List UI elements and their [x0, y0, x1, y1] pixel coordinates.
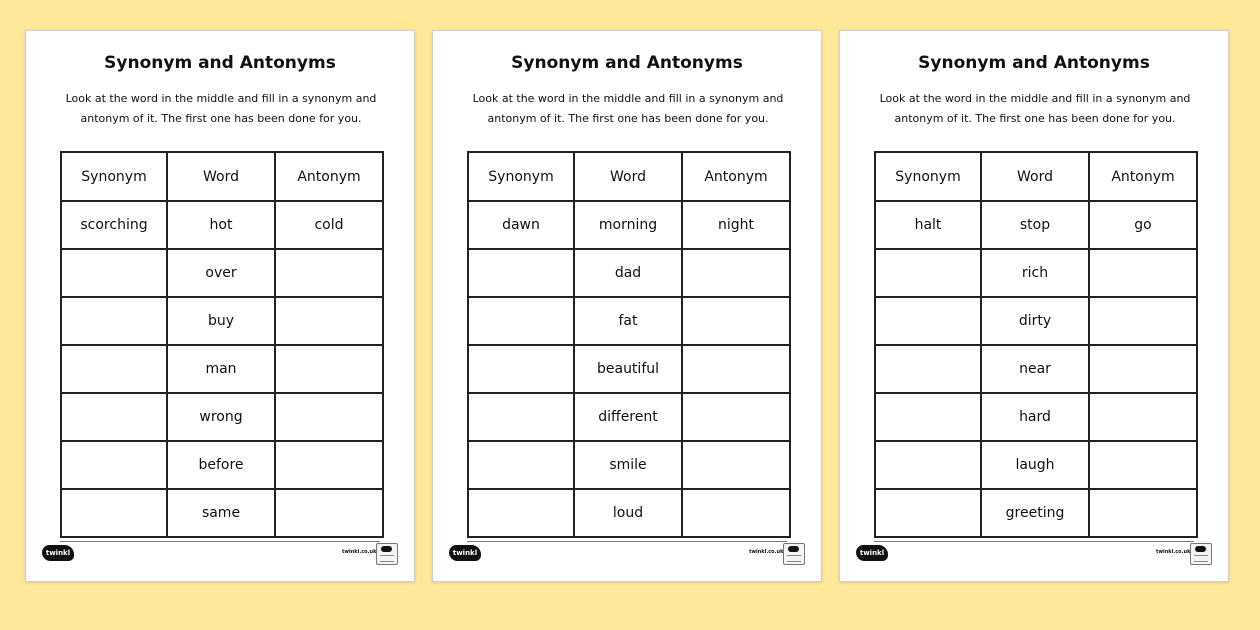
worksheet-instructions: Look at the word in the middle and fill in a synonym and antonym of it. The first one has been done for you.	[472, 92, 784, 125]
footer-divider	[467, 541, 787, 542]
word-cell: dad	[574, 249, 682, 297]
word-cell: same	[167, 489, 275, 537]
table-row	[468, 249, 790, 297]
synonym-cell[interactable]: dawn	[468, 201, 574, 249]
word-cell: loud	[574, 489, 682, 537]
synonym-antonym-table	[874, 151, 1198, 538]
word-cell: greeting	[981, 489, 1089, 537]
table-header-row	[468, 152, 790, 201]
antonym-cell[interactable]	[275, 249, 383, 297]
synonym-cell[interactable]	[875, 393, 981, 441]
header-word: Word	[574, 152, 682, 201]
antonym-cell[interactable]	[682, 441, 790, 489]
word-cell: morning	[574, 201, 682, 249]
synonym-cell[interactable]	[61, 489, 167, 537]
header-word: Word	[981, 152, 1089, 201]
synonym-cell[interactable]	[875, 489, 981, 537]
header-synonym: Synonym	[61, 152, 167, 201]
synonym-cell[interactable]	[875, 441, 981, 489]
antonym-cell[interactable]	[275, 441, 383, 489]
synonym-cell[interactable]	[468, 297, 574, 345]
antonym-cell[interactable]	[1089, 393, 1197, 441]
table-row	[61, 489, 383, 537]
synonym-cell[interactable]	[468, 393, 574, 441]
table-row	[468, 345, 790, 393]
word-cell: beautiful	[574, 345, 682, 393]
table-row	[61, 297, 383, 345]
antonym-cell[interactable]	[1089, 345, 1197, 393]
word-cell: near	[981, 345, 1089, 393]
word-cell: fat	[574, 297, 682, 345]
table-row	[875, 249, 1197, 297]
synonym-cell[interactable]	[468, 489, 574, 537]
table-header-row	[875, 152, 1197, 201]
header-synonym: Synonym	[468, 152, 574, 201]
footer-divider	[874, 541, 1194, 542]
synonym-cell[interactable]	[61, 297, 167, 345]
synonym-cell[interactable]	[468, 249, 574, 297]
site-url: twinkl.co.uk	[749, 549, 784, 555]
synonym-cell[interactable]	[61, 393, 167, 441]
antonym-cell[interactable]	[682, 489, 790, 537]
quality-badge-icon	[376, 543, 398, 565]
synonym-antonym-table	[60, 151, 384, 538]
worksheet-instructions: Look at the word in the middle and fill in a synonym and antonym of it. The first one has been done for you.	[879, 92, 1191, 125]
table-row	[468, 441, 790, 489]
antonym-cell[interactable]	[275, 393, 383, 441]
word-cell: man	[167, 345, 275, 393]
synonym-cell[interactable]	[875, 249, 981, 297]
table-row	[61, 201, 383, 249]
header-antonym: Antonym	[682, 152, 790, 201]
header-antonym: Antonym	[1089, 152, 1197, 201]
synonym-cell[interactable]	[61, 345, 167, 393]
quality-badge-icon	[783, 543, 805, 565]
antonym-cell[interactable]	[682, 393, 790, 441]
synonym-cell[interactable]	[61, 441, 167, 489]
synonym-cell[interactable]	[875, 297, 981, 345]
antonym-cell[interactable]: go	[1089, 201, 1197, 249]
word-cell: wrong	[167, 393, 275, 441]
site-url: twinkl.co.uk	[1156, 549, 1191, 555]
word-cell: buy	[167, 297, 275, 345]
table-row	[875, 441, 1197, 489]
word-cell: dirty	[981, 297, 1089, 345]
worksheet-instructions: Look at the word in the middle and fill in a synonym and antonym of it. The first one has been done for you.	[65, 92, 377, 125]
twinkl-logo-icon: twinkl	[856, 545, 888, 561]
antonym-cell[interactable]	[275, 297, 383, 345]
synonym-cell[interactable]	[875, 345, 981, 393]
antonym-cell[interactable]	[682, 345, 790, 393]
table-row	[468, 489, 790, 537]
word-cell: hard	[981, 393, 1089, 441]
synonym-cell[interactable]: scorching	[61, 201, 167, 249]
antonym-cell[interactable]	[1089, 249, 1197, 297]
synonym-cell[interactable]: halt	[875, 201, 981, 249]
antonym-cell[interactable]	[682, 297, 790, 345]
header-word: Word	[167, 152, 275, 201]
worksheet-3	[839, 30, 1229, 582]
word-cell: laugh	[981, 441, 1089, 489]
synonym-cell[interactable]	[468, 441, 574, 489]
worksheet-title: Synonym and Antonyms	[511, 53, 743, 73]
table-row	[61, 345, 383, 393]
table-row	[468, 393, 790, 441]
worksheet-title: Synonym and Antonyms	[918, 53, 1150, 73]
antonym-cell[interactable]	[275, 345, 383, 393]
worksheet-title: Synonym and Antonyms	[104, 53, 336, 73]
twinkl-logo-icon: twinkl	[449, 545, 481, 561]
word-cell: different	[574, 393, 682, 441]
worksheet-2	[432, 30, 822, 582]
word-cell: stop	[981, 201, 1089, 249]
table-row	[875, 393, 1197, 441]
table-row	[468, 201, 790, 249]
table-row	[875, 297, 1197, 345]
antonym-cell[interactable]	[1089, 441, 1197, 489]
footer-divider	[60, 541, 380, 542]
word-cell: hot	[167, 201, 275, 249]
quality-badge-icon	[1190, 543, 1212, 565]
worksheet-1	[25, 30, 415, 582]
table-row	[875, 489, 1197, 537]
word-cell: rich	[981, 249, 1089, 297]
antonym-cell[interactable]	[275, 489, 383, 537]
table-row	[875, 201, 1197, 249]
table-row	[468, 297, 790, 345]
synonym-cell[interactable]	[61, 249, 167, 297]
synonym-cell[interactable]	[468, 345, 574, 393]
antonym-cell[interactable]: night	[682, 201, 790, 249]
antonym-cell[interactable]: cold	[275, 201, 383, 249]
antonym-cell[interactable]	[682, 249, 790, 297]
header-synonym: Synonym	[875, 152, 981, 201]
antonym-cell[interactable]	[1089, 297, 1197, 345]
antonym-cell[interactable]	[1089, 489, 1197, 537]
site-url: twinkl.co.uk	[342, 549, 377, 555]
word-cell: smile	[574, 441, 682, 489]
table-row	[61, 441, 383, 489]
twinkl-logo-icon: twinkl	[42, 545, 74, 561]
table-row	[61, 249, 383, 297]
word-cell: over	[167, 249, 275, 297]
table-row	[875, 345, 1197, 393]
table-header-row	[61, 152, 383, 201]
word-cell: before	[167, 441, 275, 489]
table-row	[61, 393, 383, 441]
header-antonym: Antonym	[275, 152, 383, 201]
synonym-antonym-table	[467, 151, 791, 538]
